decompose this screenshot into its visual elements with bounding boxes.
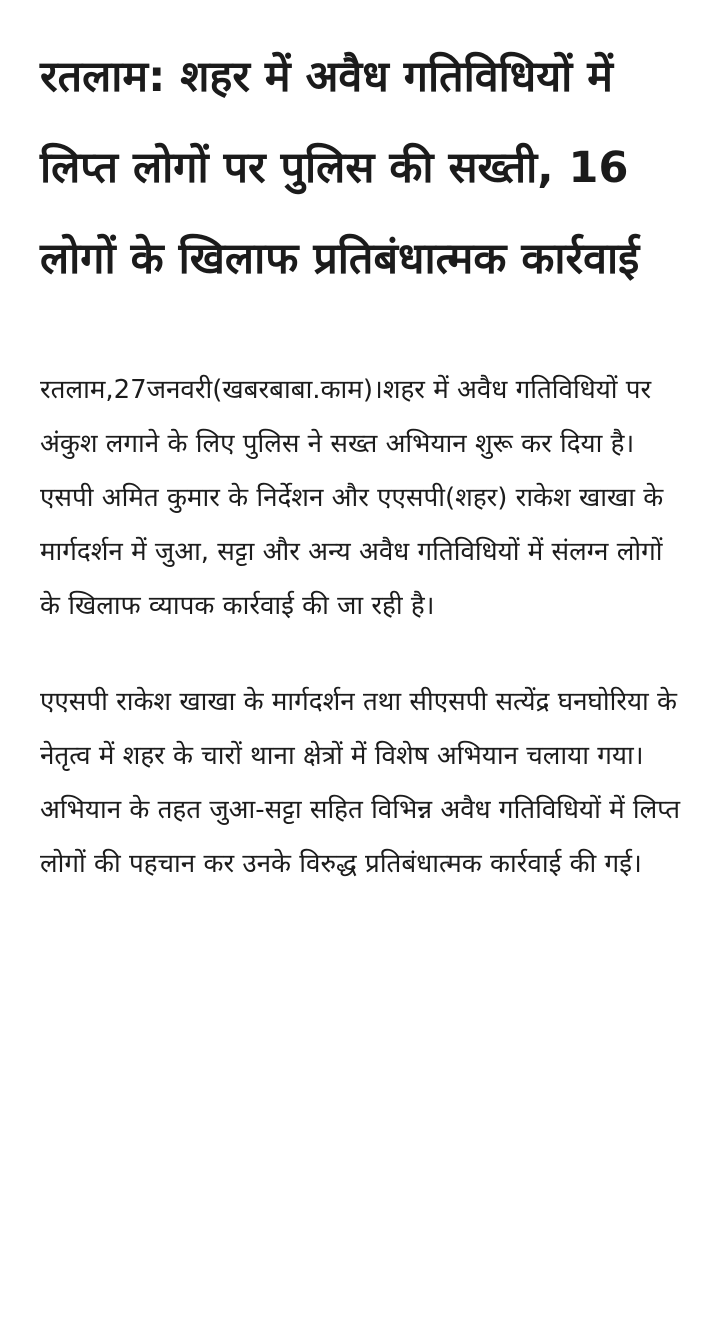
article-headline: रतलाम: शहर में अवैध गतिविधियों में लिप्त लोगों पर पुलिस की सख्ती, 16 लोगों के खिलाफ प्रतिबंधात्मक कार्रवाई	[40, 52, 640, 284]
article	[40, 32, 690, 891]
article-paragraph-2: एएसपी राकेश खाखा के मार्गदर्शन तथा सीएसपी सत्येंद्र घनघोरिया के नेतृत्व में शहर के चारों थाना क्षेत्रों में विशेष अभियान चलाया गया। अभियान के तहत जुआ-सट्टा सहित विभिन्न अवैध गतिविधियों में लिप्त लोगों की पहचान कर उनके विरुद्ध प्रतिबंधात्मक कार्रवाई की गई।	[40, 687, 681, 879]
article-paragraph-1: रतलाम,27जनवरी(खबरबाबा.काम)।शहर में अवैध गतिविधियों पर अंकुश लगाने के लिए पुलिस ने सख्त अभियान शुरू कर दिया है। एसपी अमित कुमार के निर्देशन और एएसपी(शहर) राकेश खाखा के मार्गदर्शन में जुआ, सट्टा और अन्य अवैध गतिविधियों में संलग्न लोगों के खिलाफ व्यापक कार्रवाई की जा रही है।	[40, 375, 664, 621]
